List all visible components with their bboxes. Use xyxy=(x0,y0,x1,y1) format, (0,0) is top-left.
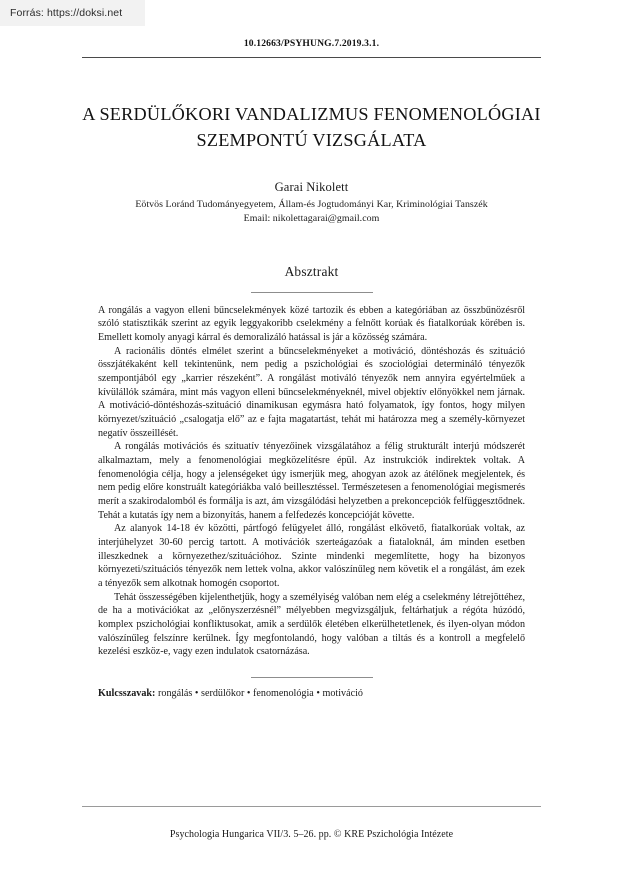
abstract-paragraph: A rongálás motivációs és szituatív tényezőinek vizsgálatához a félig strukturált interjú módszerét alkalmaztam, mely a fenomenológiai megközelítésre épül. Az instrukciók indirektek voltak. A fenomenológia célja, hogy a jelenségeket úgy ismerjük meg, ahogyan azok az átélőnek megjelentek, és nem pedig előre konstruált kategóriákba való beillesztéssel. Természetesen a fenomenológiai megismerés merít a szakirodalomból és formálja is azt, ám vizsgálódási helyzetben a prekoncepciók felfüggesztődnek. Tehát a kutatás így nem a bizonyítás, hanem a felfedezés koncepcióját követte. xyxy=(98,441,525,521)
abstract-rule xyxy=(251,292,373,293)
abstract-heading: Absztrakt xyxy=(284,264,339,280)
footer-rule xyxy=(82,806,541,807)
author-affiliation: Eötvös Loránd Tudományegyetem, Állam-és Jogtudományi Kar, Kriminológiai Tanszék xyxy=(135,198,488,210)
abstract-paragraph: Tehát összességében kijelenthetjük, hogy a személyiség valóban nem elég a cselekmény létrejöttéhez, de ha a motivációkat az „előnyszerzésnél” mélyebben megvizsgáljuk, feltárhatjuk a régóta húzódó, komplex pszichológiai konfliktusokat, amik a serdülők életében elkerülhetetlenek, és ilyen-olyan módon valószínűleg felszínre kerülnek. Így megfontolandó, hogy valóban a tiltás és a kontroll a megfelelő kezelési eszköz-e, vagy ezen indulatok csatornázása. xyxy=(98,591,525,658)
abstract-paragraph: Az alanyok 14-18 év közötti, pártfogó felügyelet álló, rongálást elkövető, fiatalkorúak voltak, az interjúhelyzet 30-60 percig tartott. A motivációk szerteágazóak a fiataloknál, ám minden esetben illeszkednek a környezethez/szituációhoz. Szinte mindenki megemlítette, hogy ha bizonyos környezeti/szituációs tényezők nem lettek volna, akkor valószínűleg nem követik el a rongálást, ám ezek a tényezők sem alkotnak homogén csoportot. xyxy=(98,523,525,589)
watermark-source-label: Forrás: https://doksi.net xyxy=(10,7,123,19)
author-name: Garai Nikolett xyxy=(274,179,349,194)
page-title: A SERDÜLŐKORI VANDALIZMUS FENOMENOLÓGIAI SZEMPONTÚ VIZSGÁLATA xyxy=(82,104,541,150)
keywords-rule xyxy=(251,677,373,678)
footer-citation: Psychologia Hungarica VII/3. 5–26. pp. © KRE Pszichológia Intézete xyxy=(169,829,454,840)
author-email: Email: nikolettagarai@gmail.com xyxy=(243,213,380,225)
header-rule xyxy=(82,57,541,58)
abstract-body xyxy=(82,304,541,659)
keywords-label: Kulcsszavak: xyxy=(98,687,156,699)
keywords-line xyxy=(82,688,541,699)
doi-line: 10.12663/PSYHUNG.7.2019.3.1. xyxy=(243,38,380,49)
abstract-paragraph: A rongálás a vagyon elleni bűncselekmények közé tartozik és ebben a kategóriában az összbűnözésről szóló statisztikák szerint az egyik leggyakoribb cselekmény a felnőtt korúak és fiatalkorúak körében is. Emellett komoly anyagi kárral és demoralizáló hatással is jár a közösség számára. xyxy=(98,304,525,343)
author-block xyxy=(82,180,541,227)
keywords-values: rongálás • serdülőkor • fenomenológia • motiváció xyxy=(158,687,363,699)
abstract-paragraph: A racionális döntés elmélet szerint a bűncselekményeket a motiváció, döntéshozás és szituáció összjátékaként kell tekintenünk, nem pedig a pszichológiai és szociológiai determináló tényezők szempontjából egy „karrier részeként”. A rongálást motiváló tényezők nem annyira egyértelműek a kívülállók számára, mint más vagyon elleni bűncselekményeknél, mivel objektív előnyökkel nem járnak. A motiváció-döntéshozás-szituáció dinamikusan egymásra ható folyamatok, így fontos, hogy milyen környezet/szituáció „csalogatja elő” az e fajta magatartást, tehát mi határozza meg a személy-környezet negatív összeillését. xyxy=(98,345,525,439)
